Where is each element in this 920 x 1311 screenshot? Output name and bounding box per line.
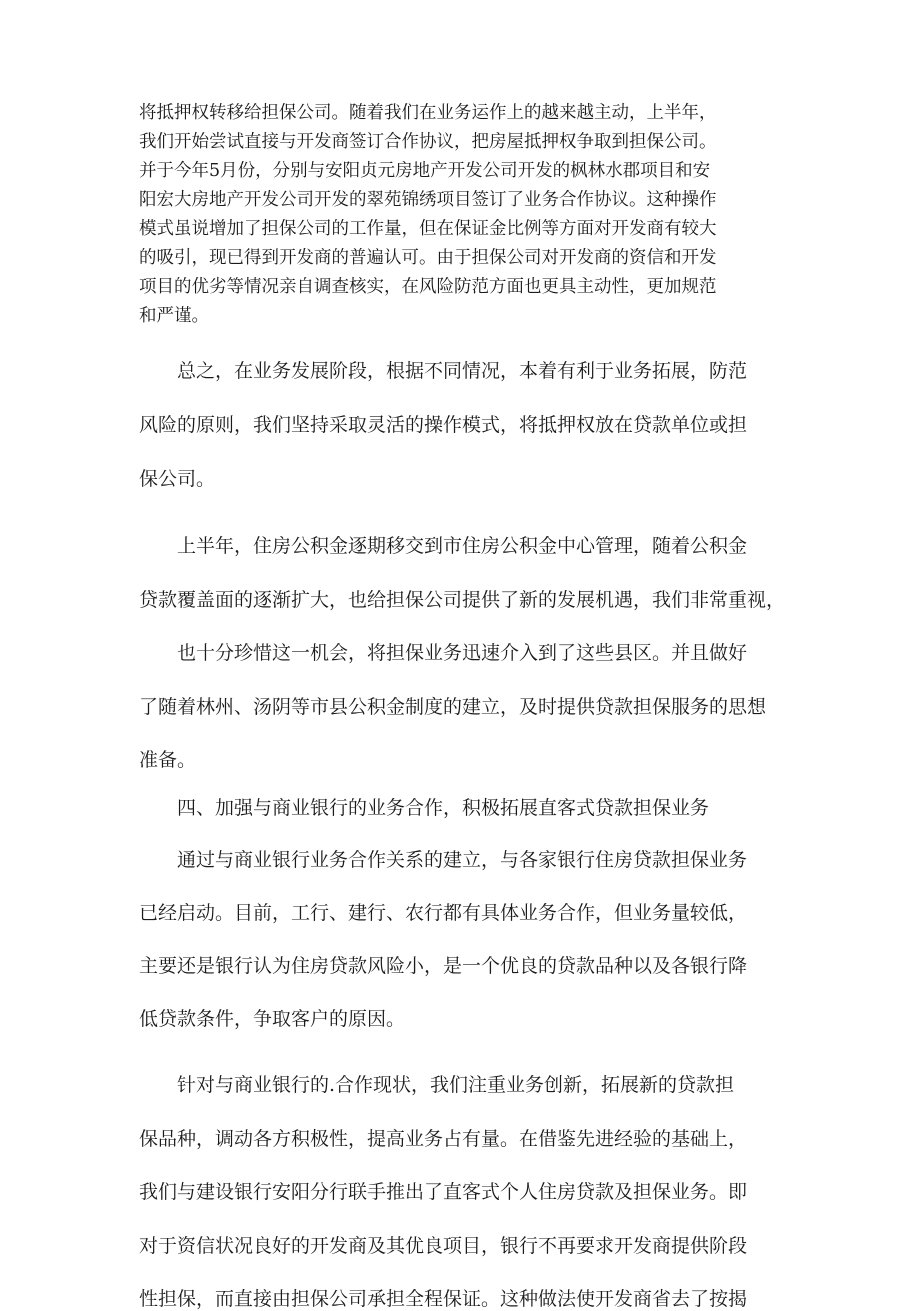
paragraph-1-line-6: 的吸引，现已得到开发商的普遍认可。由于担保公司对开发商的资信和开发 [139, 248, 717, 268]
paragraph-5-line-5: 性担保，而直接由担保公司承担全程保证。这种做法使开发商省去了按揭 [139, 1288, 748, 1310]
paragraph-2-line-3: 保公司。 [139, 468, 216, 490]
paragraph-1-line-2: 我们开始尝试直接与开发商签订合作协议，把房屋抵押权争取到担保公司。 [139, 132, 717, 152]
paragraph-5-line-2: 保品种，调动各方积极性，提高业务占有量。在借鉴先进经验的基础上， [139, 1128, 748, 1150]
paragraph-3-line-4: 了随着林州、汤阴等市县公积金制度的建立，及时提供贷款担保服务的思想 [139, 696, 767, 718]
paragraph-2-line-1: 总之，在业务发展阶段，根据不同情况，本着有利于业务拓展，防范 [177, 360, 748, 382]
paragraph-4-line-1: 通过与商业银行业务合作关系的建立，与各家银行住房贷款担保业务 [177, 849, 748, 871]
paragraph-5-line-3: 我们与建设银行安阳分行联手推出了直客式个人住房贷款及担保业务。即 [139, 1181, 748, 1203]
paragraph-3-line-1: 上半年，住房公积金逐期移交到市住房公积金中心管理，随着公积金 [177, 535, 748, 557]
paragraph-5-line-4: 对于资信状况良好的开发商及其优良项目，银行不再要求开发商提供阶段 [139, 1235, 748, 1257]
paragraph-1-line-8: 和严谨。 [139, 306, 209, 326]
paragraph-4-line-4: 低贷款条件，争取客户的原因。 [139, 1008, 406, 1030]
paragraph-4-line-2: 已经启动。目前，工行、建行、农行都有具体业务合作，但业务量较低， [139, 902, 748, 924]
paragraph-5-line-1: 针对与商业银行的.合作现状，我们注重业务创新，拓展新的贷款担 [177, 1074, 735, 1096]
paragraph-3-line-3: 也十分珍惜这一机会，将担保业务迅速介入到了这些县区。并且做好 [177, 642, 748, 664]
paragraph-1-line-3: 并于今年5月份，分别与安阳贞元房地产开发公司开发的枫林水郡项目和安 [139, 161, 711, 181]
paragraph-4-line-3: 主要还是银行认为住房贷款风险小，是一个优良的贷款品种以及各银行降 [139, 955, 748, 977]
paragraph-3-line-2: 贷款覆盖面的逐渐扩大，也给担保公司提供了新的发展机遇，我们非常重视， [139, 589, 786, 611]
paragraph-2-line-2: 风险的原则，我们坚持采取灵活的操作模式，将抵押权放在贷款单位或担 [139, 414, 748, 436]
paragraph-1-line-7: 项目的优劣等情况亲自调查核实，在风险防范方面也更具主动性，更加规范 [139, 277, 717, 297]
paragraph-1-line-1: 将抵押权转移给担保公司。随着我们在业务运作上的越来越主动，上半年， [139, 103, 717, 123]
paragraph-1-line-5: 模式虽说增加了担保公司的工作量，但在保证金比例等方面对开发商有较大 [139, 219, 717, 239]
section-heading-4: 四、加强与商业银行的业务合作，积极拓展直客式贷款担保业务 [177, 797, 710, 819]
paragraph-3-line-5: 准备。 [139, 749, 197, 771]
paragraph-1-line-4: 阳宏大房地产开发公司开发的翠苑锦绣项目签订了业务合作协议。这种操作 [139, 190, 717, 210]
